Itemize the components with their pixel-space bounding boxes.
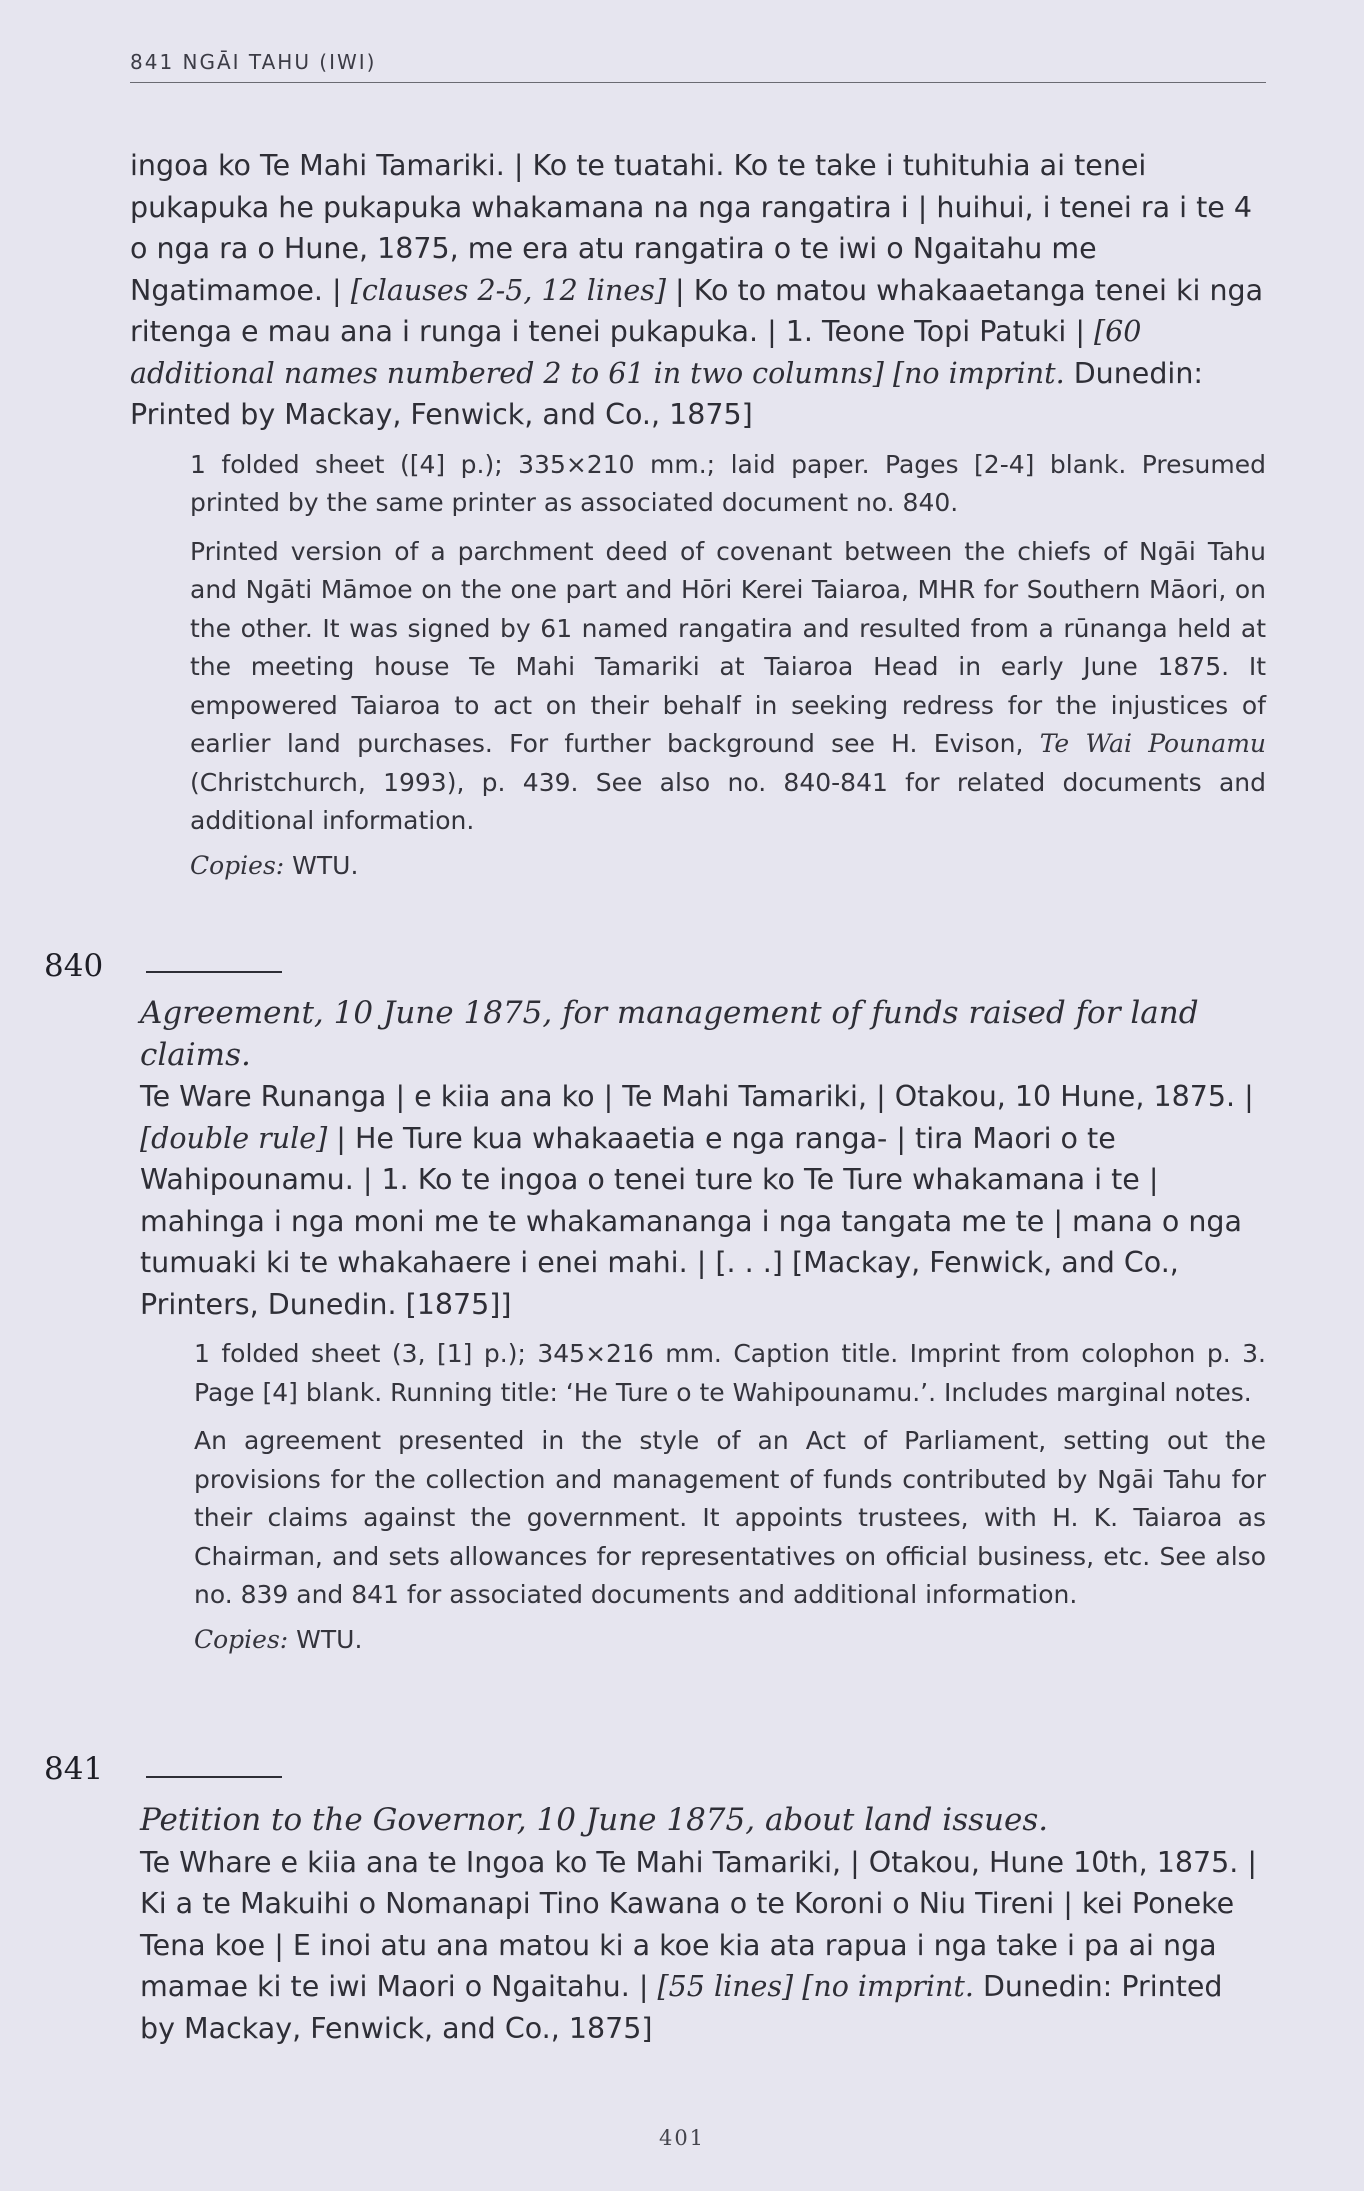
physical-description: 1 folded sheet ([4] p.); 335×210 mm.; laid paper. Pages [2-4] blank. Presumed printed by the same printer as associated document no. 840. bbox=[190, 449, 1266, 517]
transcription-note: [60 additional names numbered 2 to 61 in two columns] [no imprint. bbox=[130, 315, 1142, 390]
transcription-note: [clauses 2-5, 12 lines] bbox=[350, 273, 666, 307]
entry-841-transcription: Te Whare e kiia ana te Ingoa ko Te Mahi Tamariki, | Otakou, Hune 10th, 1875. | Ki a te Makuihi o Nomanapi Tino Kawana o te Koroni o Niu Tireni | kei Poneke Tena koe | E inoi atu ana matou ki a koe kia ata rapua i nga take i pa ai nga mamae ki te iwi Maori o Ngaitahu. | [55 lines] [no imprint. Dunedin: Printed by Mackay, Fenwick, and Co., 1875] bbox=[140, 1845, 1258, 2045]
copies-value: WTU. bbox=[288, 1624, 363, 1654]
copies-line bbox=[194, 1625, 1266, 1654]
description-paragraph: Printed version of a parchment deed of covenant between the chiefs of Ngāi Tahu and Ngāti Māmoe on the one part and Hōri Kerei Taiaroa, MHR for Southern Māori, on the other. It was signed by 61 named rangatira and resulted from a rūnanga held at the meeting house Te Mahi Tamariki at Taiaroa Head in early June 1875. It empowered Taiaroa to act on their behalf in seeking redress for the injustices of earlier land purchases. For further background see H. Evison, Te Wai Pounamu (Christchurch, 1993), p. 439. See also no. 840-841 for related documents and additional information. bbox=[190, 536, 1266, 835]
entry-840-notes bbox=[194, 1335, 1266, 1615]
entry-839-continuation bbox=[130, 145, 1266, 880]
running-head: 841 NGĀI TAHU (IWI) bbox=[130, 50, 1266, 83]
entry-839-transcription bbox=[130, 145, 1266, 436]
entry-839-notes bbox=[190, 446, 1266, 841]
cited-title: Te Wai Pounamu bbox=[1039, 729, 1266, 758]
entry-number: 841 bbox=[44, 1751, 104, 1787]
transcription-text: ingoa ko Te Mahi Tamariki. | Ko te tuatahi. Ko te take i tuhituhia ai tenei pukapuka he pukapuka whakamana na nga rangatira i | huihui, i tenei ra i te 4 o nga ra o Hune, 1875, me era atu rangatira o te iwi o Ngaitahu me Ngatimamoe. | bbox=[130, 149, 1253, 307]
transcription-note: [double rule] bbox=[140, 1121, 328, 1155]
transcription-text: | Ko to matou whakaaetanga tenei ki nga ritenga e mau ana i runga i tenei pukapuka. | 1. Teone Topi Patuki | bbox=[130, 273, 1264, 348]
transcription-text: Dunedin: Printed by Mackay, Fenwick, and Co., 1875] bbox=[130, 356, 1203, 431]
entry-number: 840 bbox=[44, 948, 104, 984]
copies-line bbox=[190, 851, 1266, 880]
entry-840 bbox=[140, 993, 1266, 1654]
entry-title: Petition to the Governor, 10 June 1875, about land issues. bbox=[140, 1802, 1049, 1838]
entry-840-transcription: Te Ware Runanga | e kiia ana ko | Te Mahi Tamariki, | Otakou, 10 Hune, 1875. | [double rule] | He Ture kua whakaaetia e nga ranga- | tira Maori o te Wahipounamu. | 1. Ko te ingoa o tenei ture ko Te Ture whakamana i te | mahinga i nga moni me te whakamananga i nga tangata me te | mana o nga tumuaki ki te whakahaere i enei mahi. | [. . .] [Mackay, Fenwick, and Co., Printers, Dunedin. [1875]] bbox=[140, 1080, 1254, 1321]
author-dash bbox=[146, 971, 282, 973]
entry-841 bbox=[140, 1800, 1266, 2049]
physical-description: 1 folded sheet (3, [1] p.); 345×216 mm. Caption title. Imprint from colophon p. 3. Page [4] blank. Running title: ‘He Ture o te Wahipounamu.’. Includes marginal notes. bbox=[194, 1339, 1266, 1407]
copies-label: Copies: bbox=[190, 850, 285, 880]
entry-title: Agreement, 10 June 1875, for management of funds raised for land claims. bbox=[140, 995, 1199, 1073]
transcription-note: [55 lines] [no imprint. bbox=[657, 1970, 974, 2003]
copies-value: WTU. bbox=[284, 850, 359, 880]
description-paragraph: An agreement presented in the style of an Act of Parliament, setting out the provisions for the collection and management of funds contributed by Ngāi Tahu for their claims against the government. It appoints trustees, with H. K. Taiaroa as Chairman, and sets allowances for representatives on official business, etc. See also no. 839 and 841 for associated documents and additional information. bbox=[194, 1426, 1266, 1609]
copies-label: Copies: bbox=[194, 1624, 289, 1654]
page-number: 401 bbox=[658, 2126, 706, 2150]
author-dash bbox=[146, 1776, 282, 1778]
